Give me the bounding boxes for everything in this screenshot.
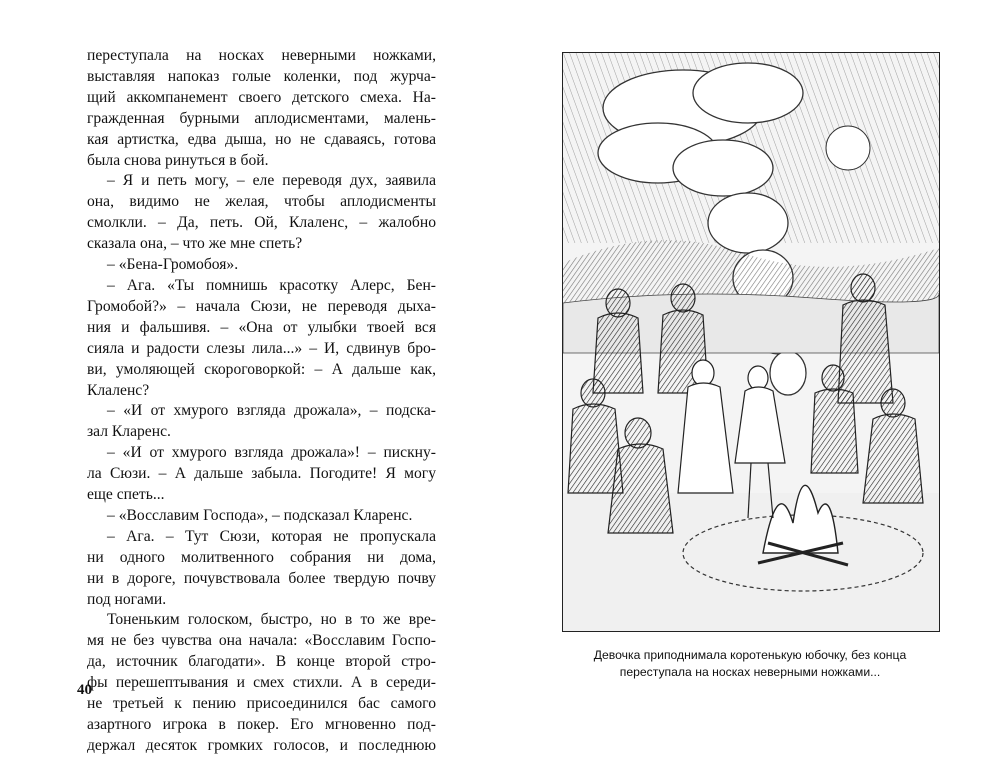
text-line: – Я и петь могу, – еле переводя дух, заявила bbox=[107, 172, 436, 190]
text-line: Громобой?» – начала Сюзи, не переводя дыха- bbox=[87, 297, 436, 315]
page-number: 40 bbox=[77, 682, 92, 698]
text-line: держал десяток громких голосов, и последнюю bbox=[87, 736, 436, 754]
text-line: она, видимо не желая, чтобы аплодисменты bbox=[87, 193, 436, 211]
text-line: Тоненьким голоском, быстро, но в то же вре- bbox=[107, 611, 436, 629]
caption-line-1: Девочка приподнимала коротенькую юбочку, без конца bbox=[593, 648, 907, 662]
text-line: азартного игрока в покер. Его мгновенно под- bbox=[87, 716, 436, 733]
text-line: да, источник благодати». В конце второй стро- bbox=[87, 653, 436, 671]
text-line: – «И от хмурого взгляда дрожала», – подска- bbox=[107, 402, 436, 420]
text-line: гражденная бурными аплодисментами, малень- bbox=[87, 109, 436, 127]
text-line: Клаленс? bbox=[87, 381, 150, 399]
text-line: выставляя напоказ голые коленки, под журча- bbox=[87, 67, 436, 85]
text-line: – «Восславим Господа», – подсказал Кларенс. bbox=[107, 506, 413, 524]
text-line: – Ага. «Ты помнишь красотку Алерс, Бен- bbox=[107, 276, 436, 294]
text-line: – Ага. – Тут Сюзи, которая не пропускала bbox=[107, 527, 436, 545]
illustration-caption bbox=[540, 647, 960, 681]
text-line: фы перешептывания и смех стихли. А в середи- bbox=[87, 674, 436, 692]
text-line: – «И от хмурого взгляда дрожала»! – пискну- bbox=[107, 444, 436, 462]
left-page bbox=[0, 0, 500, 754]
text-line: кая артистка, едва дыша, но не сдаваясь, готова bbox=[87, 130, 436, 148]
text-line: переступала на носках неверными ножками, bbox=[87, 47, 436, 64]
text-line: сказала она, – что же мне спеть? bbox=[87, 235, 303, 253]
text-line: еще спеть... bbox=[87, 486, 165, 504]
text-line: под ногами. bbox=[87, 590, 167, 608]
text-line: не третьей к пению присоединился бас самого bbox=[87, 695, 436, 713]
text-line: ни в дороге, почувствовала более твердую почву bbox=[87, 569, 436, 587]
text-line: сияла и радости слезы лила...» – И, сдвинув бро- bbox=[87, 339, 436, 357]
campfire-illustration bbox=[562, 52, 940, 632]
text-line: щий аккомпанемент своего детского смеха. На- bbox=[87, 88, 436, 106]
text-line: смолкли. – Да, петь. Ой, Клаленс, – жалобно bbox=[87, 214, 436, 232]
text-line: ни одного молитвенного собрания ни дома, bbox=[87, 548, 436, 566]
text-line: зал Кларенс. bbox=[87, 423, 171, 441]
body-text bbox=[87, 46, 436, 757]
text-line: была снова ринуться в бой. bbox=[87, 151, 269, 169]
text-line: ла Сюзи. – А дальше забыла. Погодите! Я могу bbox=[87, 465, 436, 483]
caption-line-2: переступала на носках неверными ножками... bbox=[619, 665, 881, 679]
text-line: ви, умоляющей скороговоркой: – А дальше как, bbox=[87, 360, 436, 378]
text-line: ния и фальшивя. – «Она от улыбки твоей вся bbox=[87, 318, 436, 336]
text-line: мя не без чувства она начала: «Восславим Госпо- bbox=[87, 632, 436, 650]
text-line: – «Бена-Громобоя». bbox=[107, 256, 239, 274]
